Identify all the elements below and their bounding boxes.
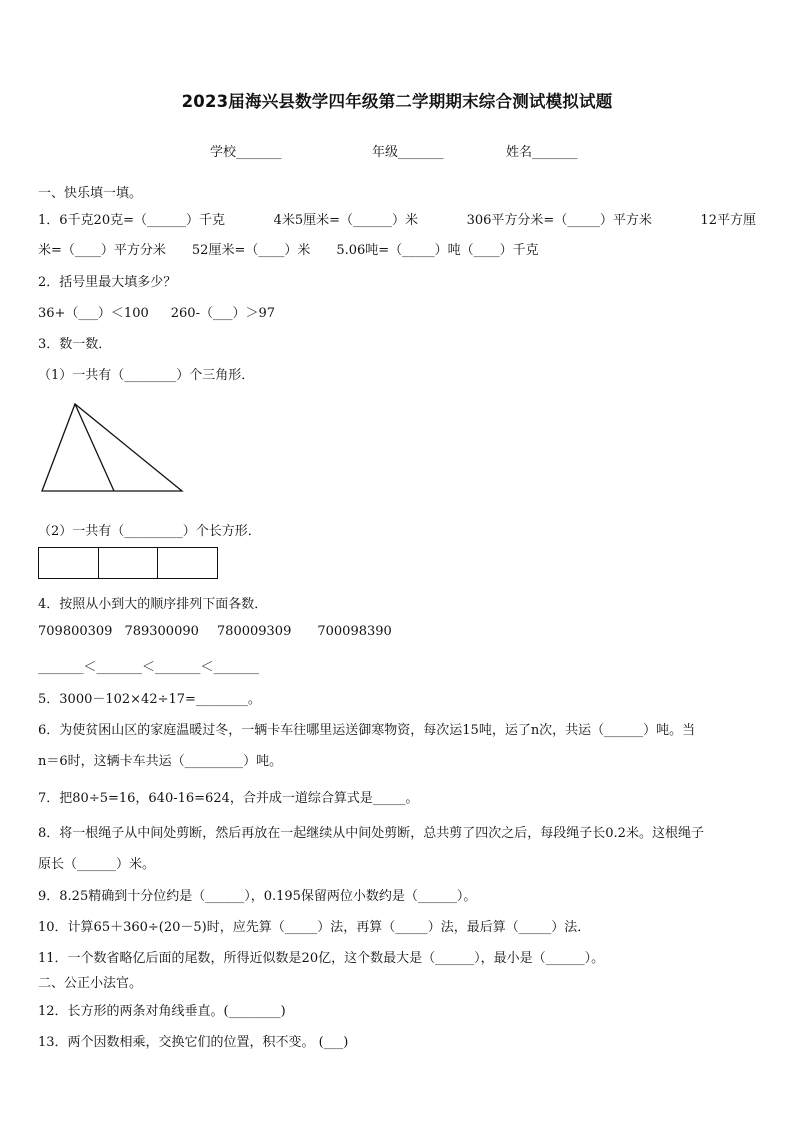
q4-number-4: 700098390: [317, 624, 392, 639]
question-4-numbers: [38, 624, 392, 639]
question-8-line-2: 原长（______）米。: [38, 857, 156, 872]
triangle-figure: [40, 402, 186, 494]
question-3-stem: 3．数一数．: [38, 337, 112, 352]
q2-part-a: 36+（___）＜100: [38, 306, 149, 321]
grade-field: 年级_______: [372, 145, 444, 160]
exam-title: 2023届海兴县数学四年级第二学期期末综合测试模拟试题: [181, 92, 613, 111]
question-11: 11．一个数省略亿后面的尾数，所得近似数是20亿，这个数最大是（______），最小是（______）。: [38, 951, 605, 966]
q1-part-g: 5.06吨=（_____）吨（____）千克: [336, 243, 539, 258]
question-1-line-1: [38, 209, 756, 228]
question-10: 10．计算65＋360÷(20－5)时，应先算（_____）法，再算（_____）法，最后算（_____）法．: [38, 920, 591, 935]
rectangle-cell: [157, 547, 218, 579]
q2-part-b: 260-（___）＞97: [170, 306, 275, 321]
section-heading-2: 二、公正小法官。: [38, 976, 143, 991]
name-field: 姓名_______: [506, 145, 578, 160]
outer-triangle: [42, 404, 182, 491]
question-3-sub-1: （1）一共有（________）个三角形．: [38, 368, 255, 383]
inner-dividing-line: [75, 404, 114, 491]
question-7: 7．把80÷5=16，640-16=624，合并成一道综合算式是_____。: [38, 791, 419, 806]
rectangle-figure: [38, 547, 218, 579]
q1-part-c: 306平方分米=（_____）平方米: [466, 213, 652, 228]
q1-part-f: 52厘米=（____）米: [191, 243, 311, 258]
q4-number-2: 789300090: [124, 624, 199, 639]
school-field: 学校_______: [210, 145, 282, 160]
q1-part-b: 4米5厘米=（______）米: [273, 213, 419, 228]
rectangle-cell: [38, 547, 98, 579]
rectangle-cell: [98, 547, 158, 579]
question-6-line-2: n＝6时，这辆卡车共运（_________）吨。: [38, 754, 283, 769]
q1-part-d: 12平方厘: [700, 213, 756, 228]
question-2-stem: 2．括号里最大填多少？: [38, 275, 177, 290]
question-6-line-1: 6．为使贫困山区的家庭温暖过冬，一辆卡车往哪里运送御寒物资，每次运15吨，运了n次，共运（______）吨。当: [38, 723, 696, 738]
question-2-answers: [38, 302, 275, 321]
question-4-order-blanks: _______＜_______＜_______＜_______: [38, 660, 260, 675]
question-4-stem: 4．按照从小到大的顺序排列下面各数．: [38, 597, 268, 612]
question-8-line-1: 8．将一根绳子从中间处剪断，然后再放在一起继续从中间处剪断，总共剪了四次之后，每段绳子长0.2米。这根绳子: [38, 826, 704, 841]
q4-number-3: 780009309: [216, 624, 292, 639]
q1-part-e: 米=（____）平方分米: [38, 243, 166, 258]
section-heading-1: 一、快乐填一填。: [38, 186, 143, 201]
q1-part-a: 1．6千克20克=（______）千克: [38, 213, 225, 228]
question-12: 12．长方形的两条对角线垂直。(________): [38, 1004, 286, 1019]
question-1-line-2: [38, 239, 539, 258]
question-13: 13．两个因数相乘，交换它们的位置，积不变。 (___): [38, 1035, 349, 1050]
question-3-sub-2: （2）一共有（_________）个长方形．: [38, 524, 261, 539]
question-5: 5．3000－102×42÷17=________。: [38, 692, 261, 707]
q4-number-1: 709800309: [38, 624, 113, 639]
question-9: 9．8.25精确到十分位约是（______），0.195保留两位小数约是（______）。: [38, 889, 477, 904]
